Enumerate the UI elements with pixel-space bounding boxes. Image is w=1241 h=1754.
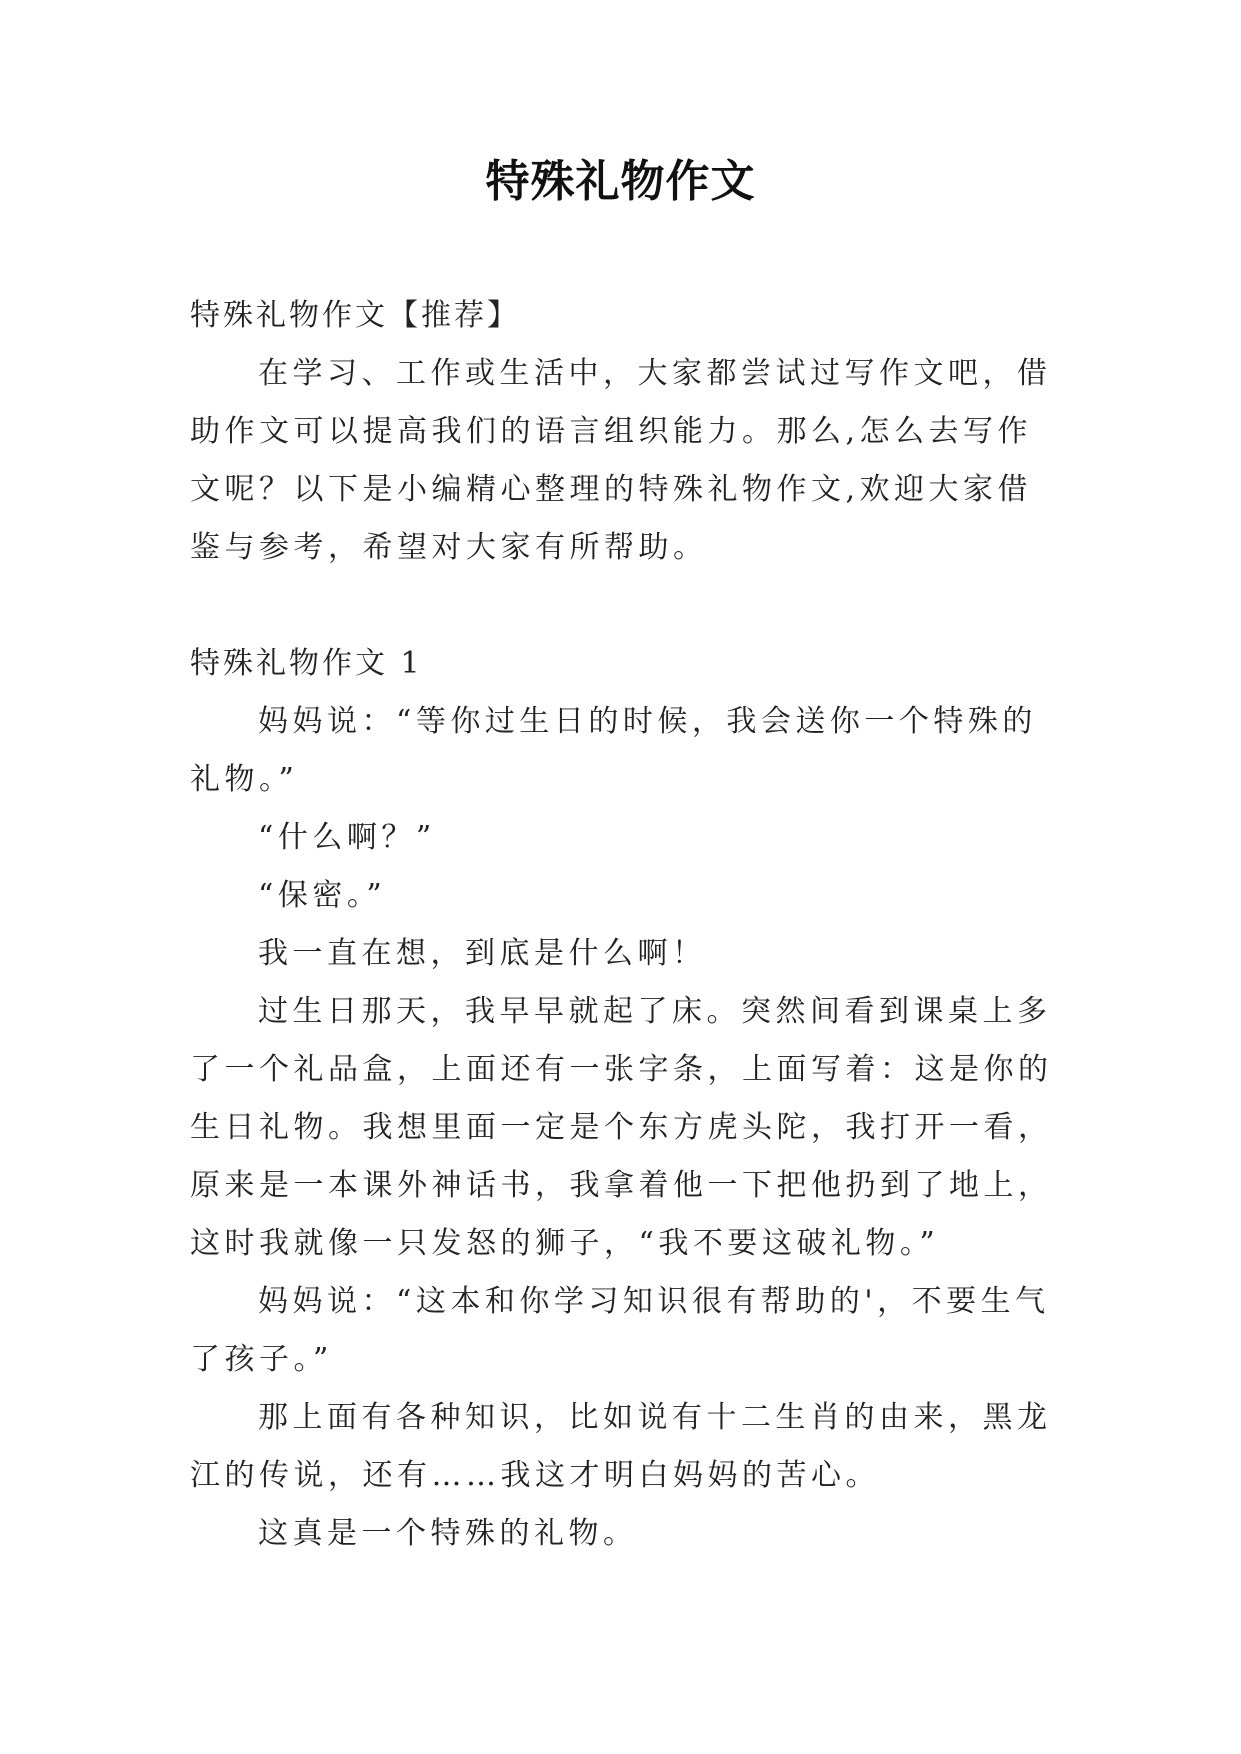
body-paragraph: “什么啊？” <box>258 820 436 855</box>
section-spacer <box>190 577 1060 635</box>
body-paragraph: 那上面有各种知识，比如说有十二生肖的由来，黑龙江的传说，还有……我这才明白妈妈的苦心。 <box>190 1400 1052 1493</box>
body-paragraph: 过生日那天，我早早就起了床。突然间看到课桌上多了一个礼品盒，上面还有一张字条，上面写着：这是你的生日礼物。我想里面一定是个东方虎头陀，我打开一看，原来是一本课外神话书，我拿着他一下把他扔到了地上，这时我就像一只发怒的狮子，“我不要这破礼物。” <box>190 994 1053 1261</box>
body-paragraph: 这真是一个特殊的礼物。 <box>258 1516 638 1551</box>
intro-paragraph: 在学习、工作或生活中，大家都尝试过写作文吧，借助作文可以提高我们的语言组织能力。那么,怎么去写作文呢？以下是小编精心整理的特殊礼物作文,欢迎大家借鉴与参考，希望对大家有所帮助。 <box>190 356 1052 565</box>
body-paragraph: 我一直在想，到底是什么啊！ <box>258 936 707 971</box>
document-body <box>190 287 1060 1563</box>
body-paragraph: “保密。” <box>258 878 387 913</box>
body-paragraph: 妈妈说：“这本和你学习知识很有帮助的'，不要生气了孩子。” <box>190 1284 1050 1377</box>
document-title: 特殊礼物作文 <box>485 156 756 207</box>
document-subtitle: 特殊礼物作文【推荐】 <box>190 298 520 333</box>
section-heading: 特殊礼物作文 1 <box>190 646 423 681</box>
body-paragraph: 妈妈说：“等你过生日的时候，我会送你一个特殊的礼物。” <box>190 704 1037 797</box>
